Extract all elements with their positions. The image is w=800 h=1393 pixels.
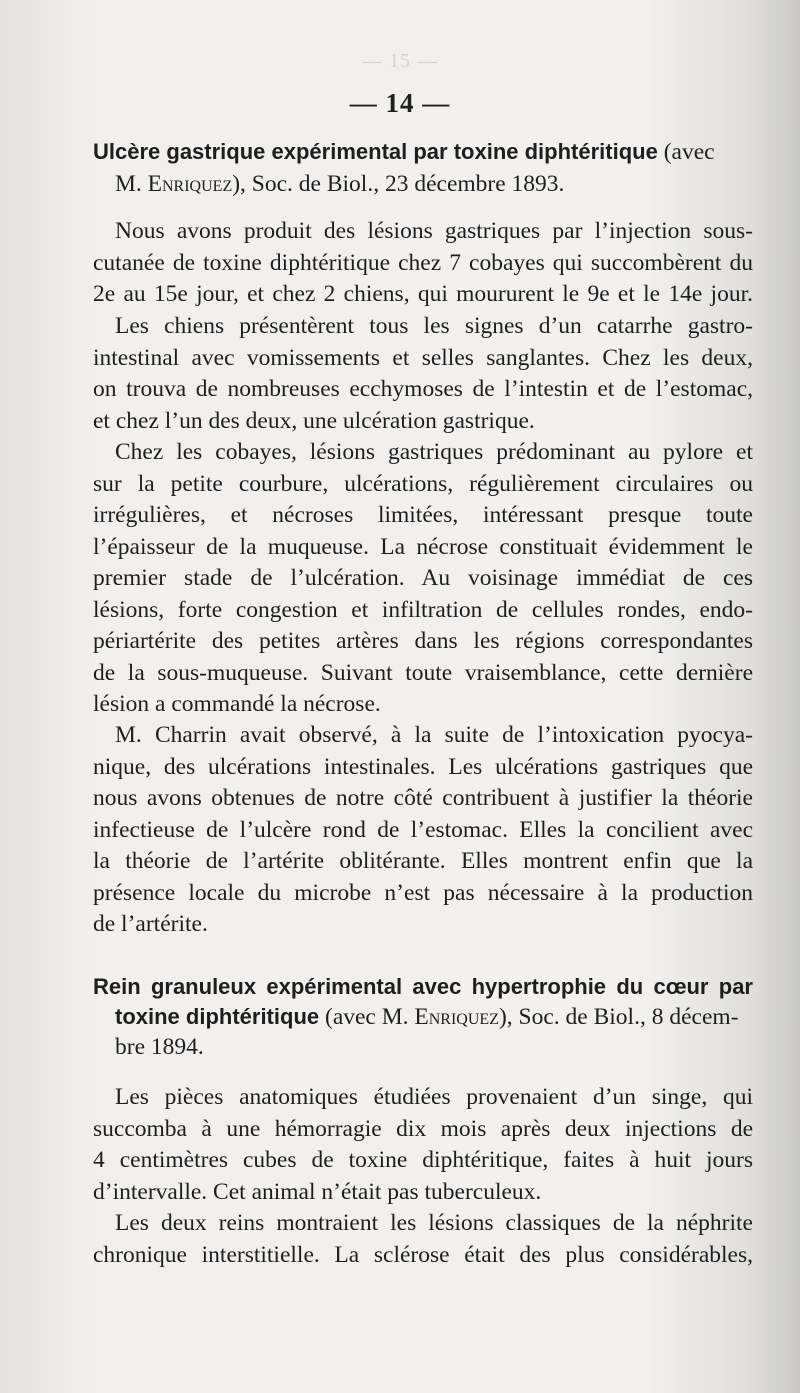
section1-paragraph-2	[93, 311, 753, 437]
text-line: 4 centimètres cubes de toxine diphtéritique, faites à huit jours	[93, 1147, 753, 1173]
text-line: lésions, forte congestion et infiltration de cellules rondes, endo-	[93, 596, 753, 623]
text-line: Les deux reins montraient les lésions classiques de la néphrite	[115, 1210, 753, 1236]
section2-paragraph-1	[93, 1082, 753, 1208]
text-line: Les chiens présentèrent tous les signes d’un catarrhe gastro-	[115, 313, 753, 339]
section1-title: Ulcère gastrique expérimental par toxine diphtéritique	[93, 139, 658, 164]
text-line: M. Charrin avait observé, à la suite de l’intoxication pyocya-	[115, 722, 753, 748]
section1-paragraph-1	[93, 216, 753, 311]
text-line: infectieuse de l’ulcère rond de l’estomac. Elles la concilient avec	[93, 816, 753, 843]
section2-title-line2: toxine diphtéritique	[115, 1004, 320, 1029]
text-line: Les pièces anatomiques étudiées provenaient d’un singe, qui	[115, 1084, 753, 1110]
bleed-through-page-number: — 15 —	[362, 50, 438, 72]
text-line: on trouva de nombreuses ecchymoses de l’intestin et de l’estomac,	[93, 376, 753, 402]
section2-meta-line2: bre 1894.	[115, 1034, 204, 1060]
text-line: et chez l’un des deux, une ulcération gastrique.	[93, 407, 535, 434]
text-line: la théorie de l’artérite oblitérante. Elles montrent enfin que la	[93, 848, 753, 874]
section2-header	[93, 972, 753, 1062]
text-line: Nous avons produit des lésions gastriques par l’injection sous-	[115, 218, 753, 244]
section1-paragraph-3	[93, 437, 753, 721]
text-line: nous avons obtenues de notre côté contribuent à justifier la théorie	[93, 785, 753, 811]
text-line: d’intervalle. Cet animal n’était pas tuberculeux.	[93, 1178, 542, 1205]
section2-title-line1: Rein granuleux expérimental avec hypertrophie du cœur par	[93, 974, 753, 999]
text-line: sur la petite courbure, ulcérations, régulièrement circulaires ou	[93, 470, 753, 497]
text-line: cutanée de toxine diphtéritique chez 7 cobayes qui succombèrent du	[93, 249, 753, 276]
text-line: présence locale du microbe n’est pas nécessaire à la production	[93, 879, 753, 906]
section2-meta-prefix: (avec	[319, 1004, 382, 1030]
text-line: périartérite des petites artères dans les régions correspondantes	[93, 628, 753, 654]
text-line: de l’artérite.	[93, 911, 208, 937]
text-line: irrégulières, et nécroses limitées, intéressant presque toute	[93, 502, 753, 528]
text-line: 2e au 15e jour, et chez 2 chiens, qui moururent le 9e et le 14e jour.	[93, 281, 753, 307]
section2-author: M. Enriquez	[381, 1004, 499, 1030]
section1-header	[93, 136, 753, 200]
text-line: succomba à une hémorragie dix mois après deux injections de	[93, 1115, 753, 1142]
page-number: — 14 —	[349, 88, 451, 118]
text-line: l’épaisseur de la muqueuse. La nécrose constituait évidemment le	[93, 533, 753, 560]
text-line: nique, des ulcérations intestinales. Les ulcérations gastriques que	[93, 753, 753, 780]
section2-paragraph-2	[93, 1208, 753, 1271]
text-line: intestinal avec vomissements et selles sanglantes. Chez les deux,	[93, 344, 753, 371]
text-line: Chez les cobayes, lésions gastriques prédominant au pylore et	[115, 439, 753, 465]
text-line: lésion a commandé la nécrose.	[93, 691, 381, 717]
text-line: premier stade de l’ulcération. Au voisinage immédiat de ces	[93, 565, 753, 591]
section2-source: ), Soc. de Biol., 8 décem-	[498, 1004, 739, 1030]
section1-paragraph-4	[93, 720, 753, 941]
section1-meta-prefix: (avec	[663, 139, 715, 165]
section1-source: ), Soc. de Biol., 23 décembre 1893.	[232, 171, 565, 197]
section1-author: M. Enriquez	[115, 171, 233, 197]
text-line: chronique interstitielle. La sclérose était des plus considérables,	[93, 1241, 753, 1268]
text-line: de la sous-muqueuse. Suivant toute vraisemblance, cette dernière	[93, 659, 753, 686]
